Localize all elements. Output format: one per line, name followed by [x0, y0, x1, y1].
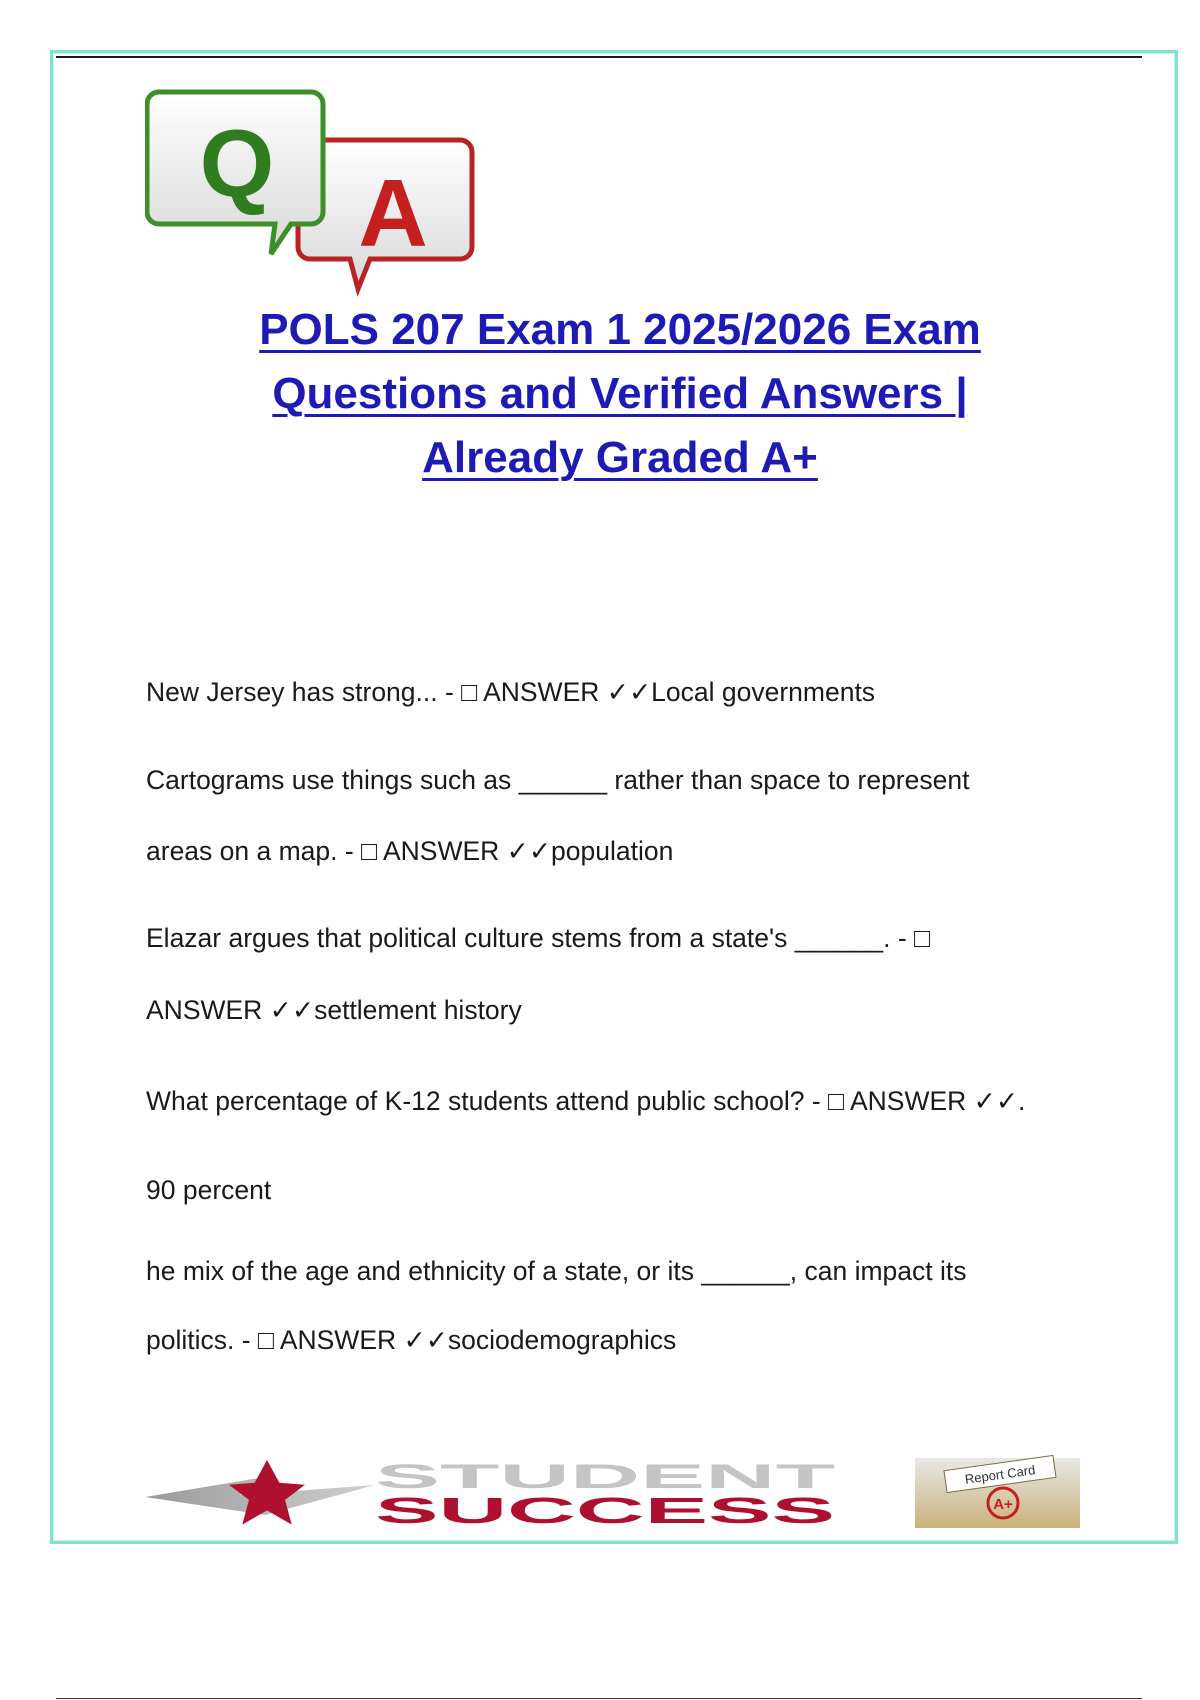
qa-line: ANSWER ✓✓settlement history — [146, 995, 522, 1025]
qa-line: 90 percent — [146, 1175, 272, 1205]
document-title[interactable] — [130, 298, 1110, 490]
brand-bottom: SUCCESS — [375, 1490, 835, 1530]
qa-line: Elazar argues that political culture stems from a state's ______. - □ — [146, 923, 931, 953]
student-success-banner — [145, 1455, 1080, 1530]
qa-line: New Jersey has strong... - □ ANSWER ✓✓Local governments — [146, 677, 876, 707]
qa-line: he mix of the age and ethnicity of a state, or its ______, can impact its — [146, 1256, 967, 1286]
qa-line: areas on a map. - □ ANSWER ✓✓population — [146, 836, 674, 866]
qa-logo — [145, 78, 525, 308]
answer-letter: A — [358, 160, 428, 267]
grade-label: A+ — [993, 1496, 1013, 1513]
brand-top: STUDENT — [375, 1458, 836, 1496]
title-line-2[interactable]: Questions and Verified Answers | — [272, 369, 968, 418]
title-line-3[interactable]: Already Graded A+ — [422, 433, 818, 482]
report-card-image — [915, 1455, 1080, 1528]
card-label: Report Card — [963, 1462, 1037, 1487]
qa-line: politics. - □ ANSWER ✓✓sociodemographics — [146, 1325, 677, 1355]
question-letter: Q — [199, 110, 275, 217]
qa-line: Cartograms use things such as ______ rather than space to represent — [146, 765, 970, 795]
bottom-rule — [56, 1698, 1142, 1699]
star-icon — [229, 1460, 305, 1525]
top-rule — [56, 56, 1142, 58]
qa-line: What percentage of K-12 students attend public school? - □ ANSWER ✓✓. — [146, 1086, 1026, 1116]
title-line-1[interactable]: POLS 207 Exam 1 2025/2026 Exam — [259, 305, 981, 354]
